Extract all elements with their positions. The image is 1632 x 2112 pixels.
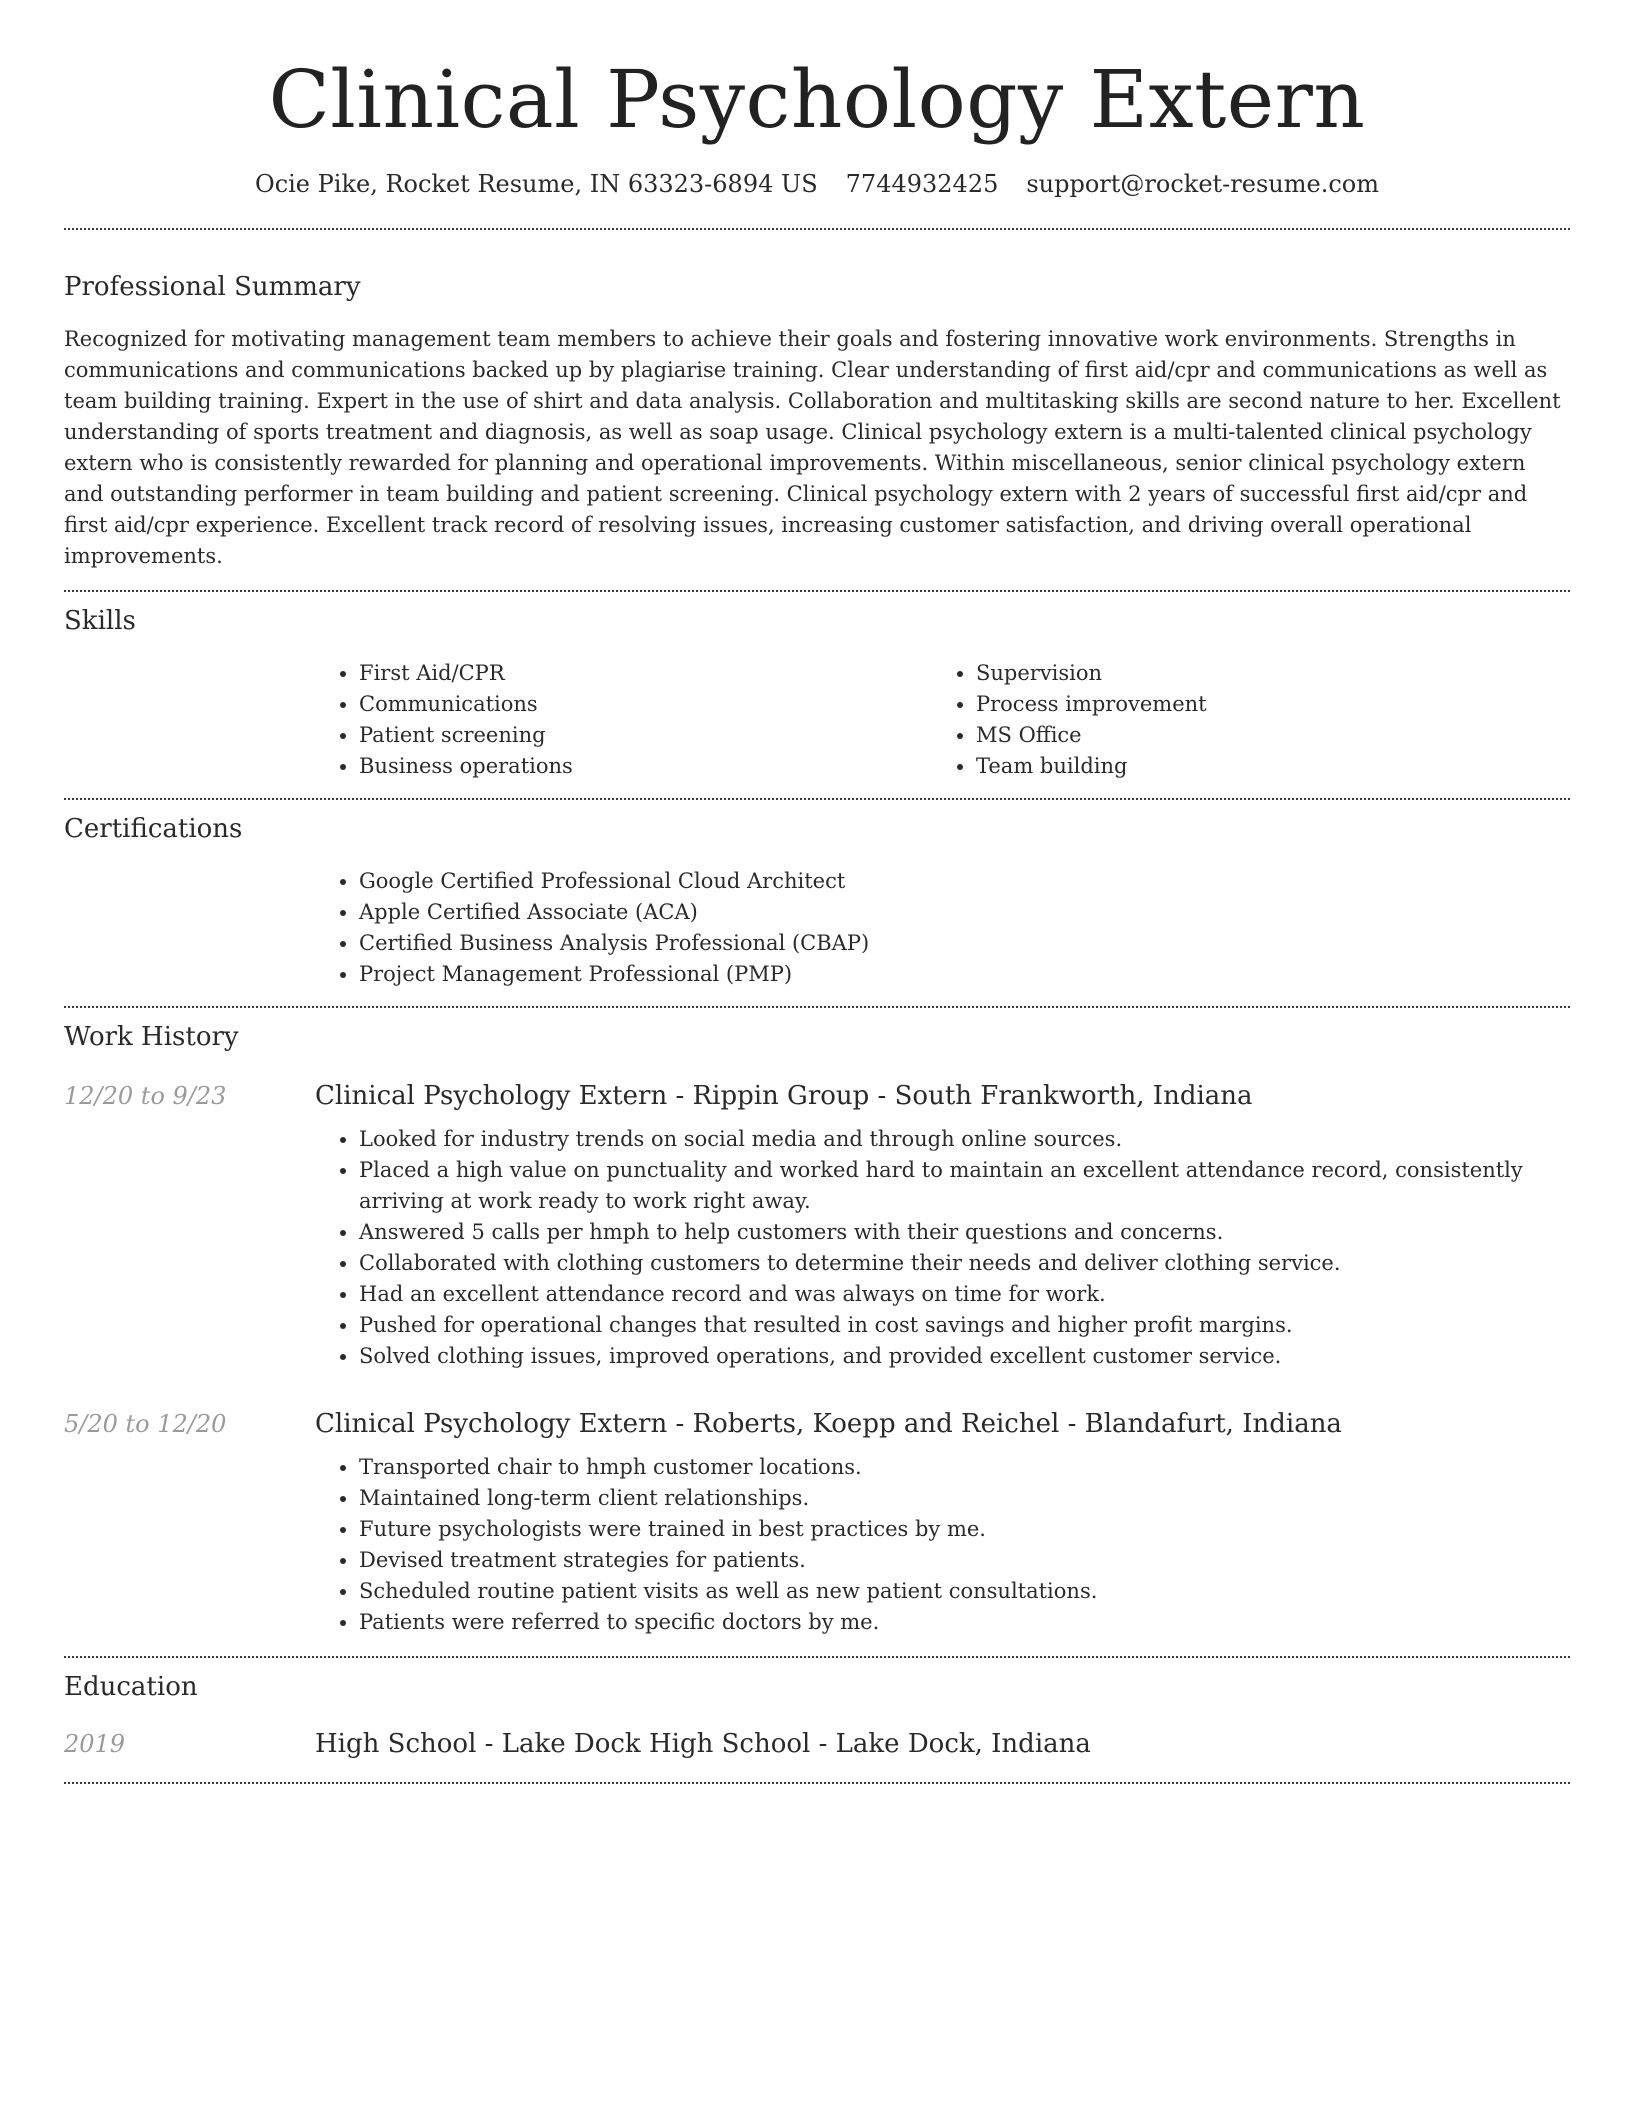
skills-grid: [315, 658, 1570, 782]
skill-item: • First Aid/CPR: [359, 658, 932, 689]
job-bullets-block: [315, 1452, 1570, 1638]
job-bullet: • Collaborated with clothing customers to determine their needs and deliver clothing service.: [359, 1248, 1570, 1279]
job-dates: 5/20 to 12/20: [64, 1410, 227, 1438]
skill-item: • MS Office: [976, 720, 1549, 751]
job-bullet: • Had an excellent attendance record and was always on time for work.: [359, 1279, 1570, 1310]
job-bullet: • Pushed for operational changes that resulted in cost savings and higher profit margins.: [359, 1310, 1570, 1341]
job-bullet: • Future psychologists were trained in best practices by me.: [359, 1514, 1570, 1545]
education-heading: High School - Lake Dock High School - Lake Dock, Indiana: [315, 1729, 1091, 1759]
job-dates: 12/20 to 9/23: [64, 1082, 227, 1110]
resume-page: [64, 0, 1570, 1784]
section-title-work-history: Work History: [64, 1022, 239, 1052]
summary-text: Recognized for motivating management team members to achieve their goals and fostering innovative work environments. Strengths in communications and communications backed up by plagiarise training. Clear understanding of first aid/cpr and communications as well as team building training. Expert in the use of shirt and data analysis. Collaboration and multitasking skills are second nature to her. Excellent understanding of sports treatment and diagnosis, as well as soap usage. Clinical psychology extern is a multi-talented clinical psychology extern who is consistently rewarded for planning and operational improvements. Within miscellaneous, senior clinical psychology extern and outstanding performer in team building and patient screening. Clinical psychology extern with 2 years of successful first aid/cpr and first aid/cpr experience. Excellent track record of resolving issues, increasing customer satisfaction, and driving overall operational improvements.: [64, 327, 1561, 568]
skills-list-left: [315, 658, 932, 782]
section-title-education: Education: [64, 1672, 198, 1702]
divider: [64, 798, 1570, 800]
section-title-certifications: Certifications: [64, 814, 243, 844]
job-entry: [64, 1080, 1570, 1112]
section-title-skills: Skills: [64, 606, 136, 636]
job-bullet: • Patients were referred to specific doctors by me.: [359, 1607, 1570, 1638]
job-bullet: • Maintained long-term client relationships.: [359, 1483, 1570, 1514]
skills-column-right: [932, 658, 1549, 782]
contact-email: support@rocket-resume.com: [1026, 170, 1379, 198]
job-bullet: • Devised treatment strategies for patients.: [359, 1545, 1570, 1576]
job-bullet: • Looked for industry trends on social media and through online sources.: [359, 1124, 1570, 1155]
job-bullet: • Scheduled routine patient visits as well as new patient consultations.: [359, 1576, 1570, 1607]
contact-address: Ocie Pike, Rocket Resume, IN 63323-6894 US: [255, 170, 818, 198]
job-bullet: • Answered 5 calls per hmph to help customers with their questions and concerns.: [359, 1217, 1570, 1248]
education-entry: [64, 1728, 1570, 1760]
skill-item: • Supervision: [976, 658, 1549, 689]
contact-phone: 7744932425: [845, 170, 999, 198]
job-entry: [64, 1408, 1570, 1440]
job-bullet-list: [315, 1452, 1570, 1638]
certification-item: • Certified Business Analysis Professional (CBAP): [359, 928, 1570, 959]
divider: [64, 590, 1570, 592]
skill-item: • Process improvement: [976, 689, 1549, 720]
skill-item: • Team building: [976, 751, 1549, 782]
divider: [64, 228, 1570, 230]
skill-item: • Communications: [359, 689, 932, 720]
contact-line: [64, 168, 1570, 200]
job-bullets-block: [315, 1124, 1570, 1372]
job-bullet: • Placed a high value on punctuality and worked hard to maintain an excellent attendance record, consistently arriving at work ready to work right away.: [359, 1155, 1570, 1217]
job-bullet: • Transported chair to hmph customer locations.: [359, 1452, 1570, 1483]
divider: [64, 1782, 1570, 1784]
job-heading: Clinical Psychology Extern - Rippin Group - South Frankworth, Indiana: [315, 1081, 1253, 1111]
skill-item: • Business operations: [359, 751, 932, 782]
certification-item: • Project Management Professional (PMP): [359, 959, 1570, 990]
job-bullet: • Solved clothing issues, improved operations, and provided excellent customer service.: [359, 1341, 1570, 1372]
education-year: 2019: [64, 1730, 126, 1758]
job-bullet-list: [315, 1124, 1570, 1372]
divider: [64, 1006, 1570, 1008]
certification-item: • Apple Certified Associate (ACA): [359, 897, 1570, 928]
certifications-block: [315, 866, 1570, 990]
skills-column-left: [315, 658, 932, 782]
certification-item: • Google Certified Professional Cloud Architect: [359, 866, 1570, 897]
resume-name: Clinical Psychology Extern: [268, 53, 1366, 146]
skill-item: • Patient screening: [359, 720, 932, 751]
job-heading: Clinical Psychology Extern - Roberts, Koepp and Reichel - Blandafurt, Indiana: [315, 1409, 1342, 1439]
divider: [64, 1656, 1570, 1658]
certifications-list: [315, 866, 1570, 990]
section-title-summary: Professional Summary: [64, 272, 361, 302]
skills-list-right: [932, 658, 1549, 782]
